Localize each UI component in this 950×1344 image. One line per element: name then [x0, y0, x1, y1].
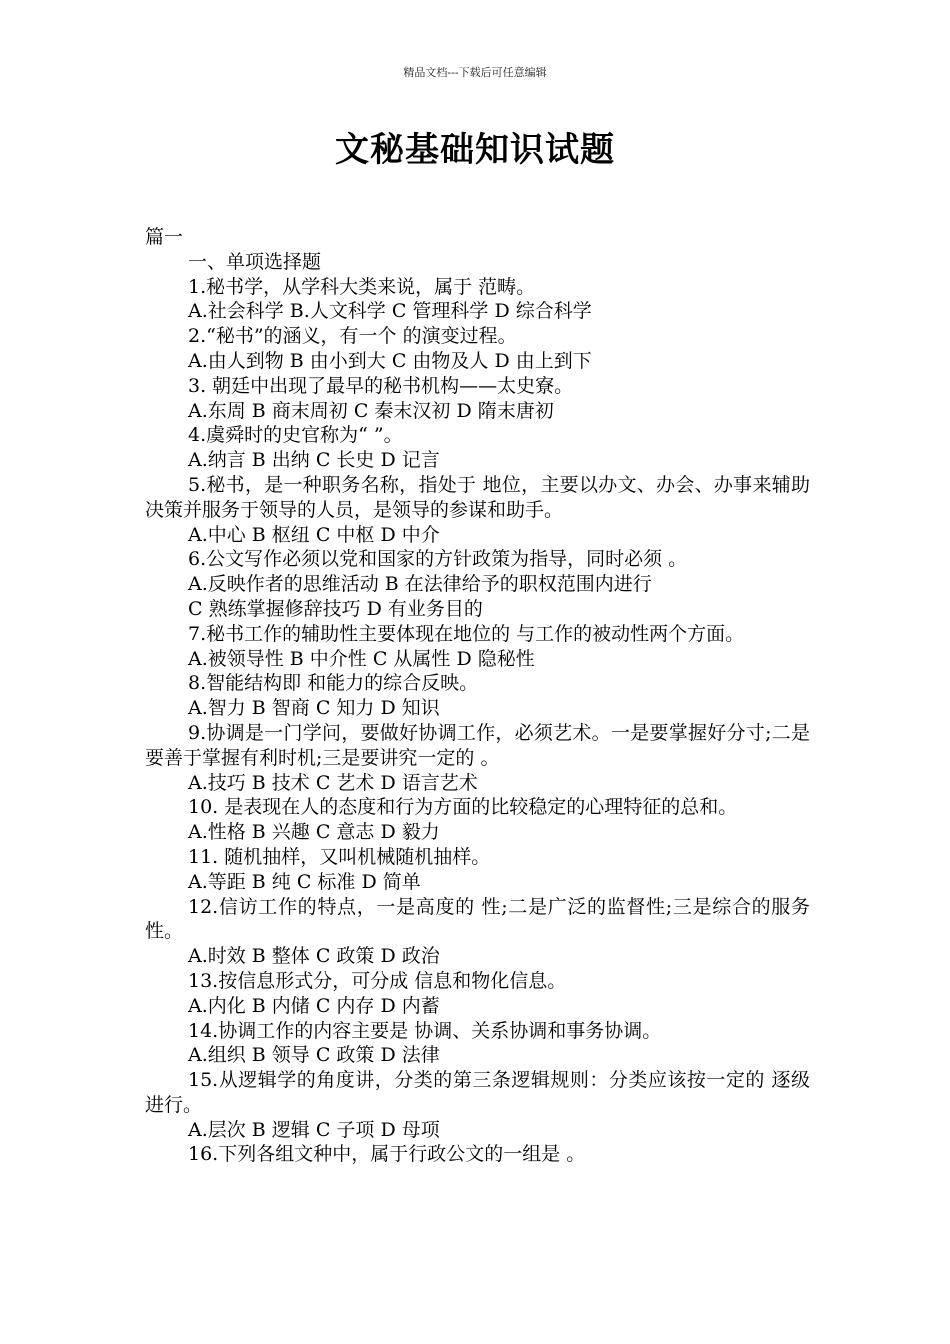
question-11: 11. 随机抽样，又叫机械随机抽样。 [188, 845, 491, 868]
question-15: 15.从逻辑学的角度讲，分类的第三条逻辑规则：分类应该按一定的 逐级进行。 [145, 1069, 810, 1116]
question-10: 10. 是表现在人的态度和行为方面的比较稳定的心理特征的总和。 [188, 796, 738, 819]
options-11: A.等距 B 纯 C 标准 D 简单 [188, 870, 421, 893]
document-body [145, 225, 810, 1167]
question-14: 14.协调工作的内容主要是 协调、关系协调和事务协调。 [188, 1019, 662, 1042]
options-9: A.技巧 B 技术 C 艺术 D 语言艺术 [188, 771, 478, 794]
question-4: 4.虞舜时的史官称为“ ”。 [188, 424, 403, 447]
question-13: 13.按信息形式分，可分成 信息和物化信息。 [188, 969, 567, 992]
options-12: A.时效 B 整体 C 政策 D 政治 [188, 945, 440, 968]
options-1: A.社会科学 B.人文科学 C 管理科学 D 综合科学 [188, 300, 592, 323]
question-9: 9.协调是一门学问，要做好协调工作，必须艺术。一是要掌握好分寸;二是要善于掌握有利时机;三是要讲究一定的 。 [145, 721, 810, 769]
options-6-a-b: A.反映作者的思维活动 B 在法律给予的职权范围内进行 [188, 573, 652, 596]
options-8: A.智力 B 智商 C 知力 D 知识 [188, 697, 440, 720]
question-1: 1.秘书学，从学科大类来说，属于 范畴。 [188, 275, 536, 298]
question-5: 5.秘书，是一种职务名称，指处于 地位，主要以办文、办会、办事来辅助决策并服务于领导的人员，是领导的参谋和助手。 [145, 473, 810, 521]
question-12: 12.信访工作的特点，一是高度的 性;二是广泛的监督性;三是综合的服务性。 [145, 895, 810, 943]
section-heading: 一、单项选择题 [188, 250, 322, 273]
options-3: A.东周 B 商末周初 C 秦末汉初 D 隋末唐初 [188, 399, 554, 422]
options-15: A.层次 B 逻辑 C 子项 D 母项 [188, 1118, 440, 1141]
options-14: A.组织 B 领导 C 政策 D 法律 [188, 1044, 440, 1067]
page-header-note: 精品文档---下载后可任意编辑 [403, 66, 547, 79]
options-4: A.纳言 B 出纳 C 长史 D 记言 [188, 449, 440, 472]
question-8: 8.智能结构即 和能力的综合反映。 [188, 672, 479, 695]
question-3: 3. 朝廷中出现了最早的秘书机构——太史寮。 [188, 374, 574, 397]
question-7: 7.秘书工作的辅助性主要体现在地位的 与工作的被动性两个方面。 [188, 622, 745, 645]
question-16: 16.下列各组文种中，属于行政公文的一组是 。 [188, 1143, 586, 1166]
options-5: A.中心 B 枢纽 C 中枢 D 中介 [188, 523, 440, 546]
options-6-c-d: C 熟练掌握修辞技巧 D 有业务目的 [188, 597, 483, 620]
question-6: 6.公文写作必须以党和国家的方针政策为指导，同时必须 。 [188, 548, 688, 571]
options-13: A.内化 B 内储 C 内存 D 内蓄 [188, 994, 440, 1017]
options-7: A.被领导性 B 中介性 C 从属性 D 隐秘性 [188, 647, 535, 670]
section-label: 篇一 [145, 226, 184, 248]
question-2: 2.“秘书”的涵义，有一个 的演变过程。 [188, 325, 517, 348]
options-10: A.性格 B 兴趣 C 意志 D 毅力 [188, 821, 440, 844]
document-title: 文秘基础知识试题 [335, 130, 615, 170]
options-2: A.由人到物 B 由小到大 C 由物及人 D 由上到下 [188, 349, 592, 372]
